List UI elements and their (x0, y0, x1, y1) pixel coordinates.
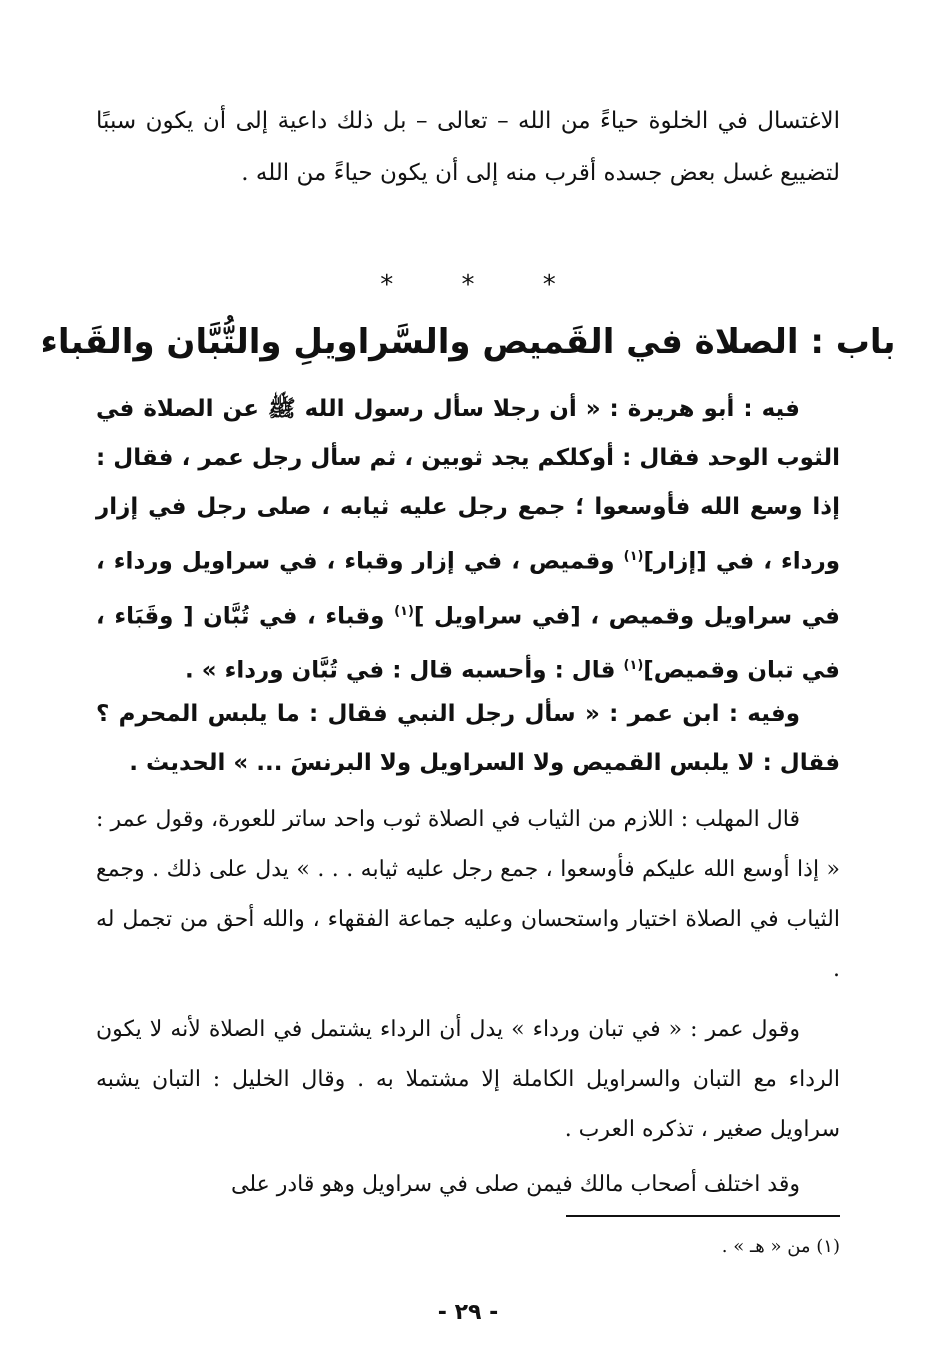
star-icon: * (542, 270, 556, 300)
star-icon: * (461, 270, 475, 300)
hadith1-text-3: وقباء ، في تُبَّان [ وقَبَاء ، في تبان وقميص] (96, 603, 840, 684)
commentary-umar: وقول عمر : « في تبان ورداء » يدل أن الرداء يشتمل في الصلاة لأنه لا يكون الرداء مع التبان والسراويل الكاملة إلا مشتملا به . وقال الخليل : التبان يشبه سراويل صغير ، تذكره العرب . (96, 1017, 840, 1142)
hadith-abu-hurayra (96, 385, 840, 696)
footnote-ref: (١) (623, 658, 644, 674)
star-icon: * (380, 270, 394, 300)
hadith1-text-1: فيه : أبو هريرة : « أن رجلا سأل رسول الله ﷺ عن الصلاة في الثوب الوحد فقال : أوكلكم يجد ثوبين ، ثم سأل رجل عمر ، فقال : إذا وسع الله فأوسعوا ؛ جمع رجل عليه ثيابه ، صلى رجل في إزار ورداء ، في [إزار] (96, 396, 840, 575)
hadith1-text-2: وقميص ، في إزار وقباء ، في سراويل ورداء ، في سراويل وقميص ، [في سراويل ] (96, 548, 840, 630)
hadith-ibn-umar: وفيه : ابن عمر : « سأل رجل النبي فقال : ما يلبس المحرم ؟ فقال : لا يلبس القميص ولا السراويل ولا البرنسَ ... » الحديث . (96, 701, 840, 776)
section-separator (0, 270, 936, 300)
commentary-muhallab: قال المهلب : اللازم من الثياب في الصلاة ثوب واحد ساتر للعورة، وقول عمر : « إذا أوسع الله عليكم فأوسعوا ، جمع رجل عليه ثيابه . . . » يدل على ذلك . وجمع الثياب في الصلاة اختيار واستحسان وعليه جماعة الفقهاء ، والله أحق من تجمل له . (96, 807, 840, 982)
footnote-ref: (١) (394, 603, 414, 619)
top-paragraph: الاغتسال في الخلوة حياءً من الله – تعالى – بل ذلك داعية إلى أن يكون سببًا لتضييع غسل بعض جسده أقرب منه إلى أن يكون حياءً من الله . (96, 108, 840, 186)
chapter-title: باب : الصلاة في القَميص والسَّراويلِ والتُّبَّان والقَباء (40, 322, 896, 362)
commentary-malik: وقد اختلف أصحاب مالك فيمن صلى في سراويل وهو قادر على (230, 1172, 800, 1197)
hadith1-text-4: قال : وأحسبه قال : في تُبَّان ورداء » . (184, 657, 624, 684)
page-number: - ٢٩ - (437, 1300, 499, 1325)
footnote: (١) من « هـ » . (721, 1236, 840, 1257)
footnote-divider (566, 1215, 840, 1217)
footnote-ref: (١) (623, 549, 644, 564)
